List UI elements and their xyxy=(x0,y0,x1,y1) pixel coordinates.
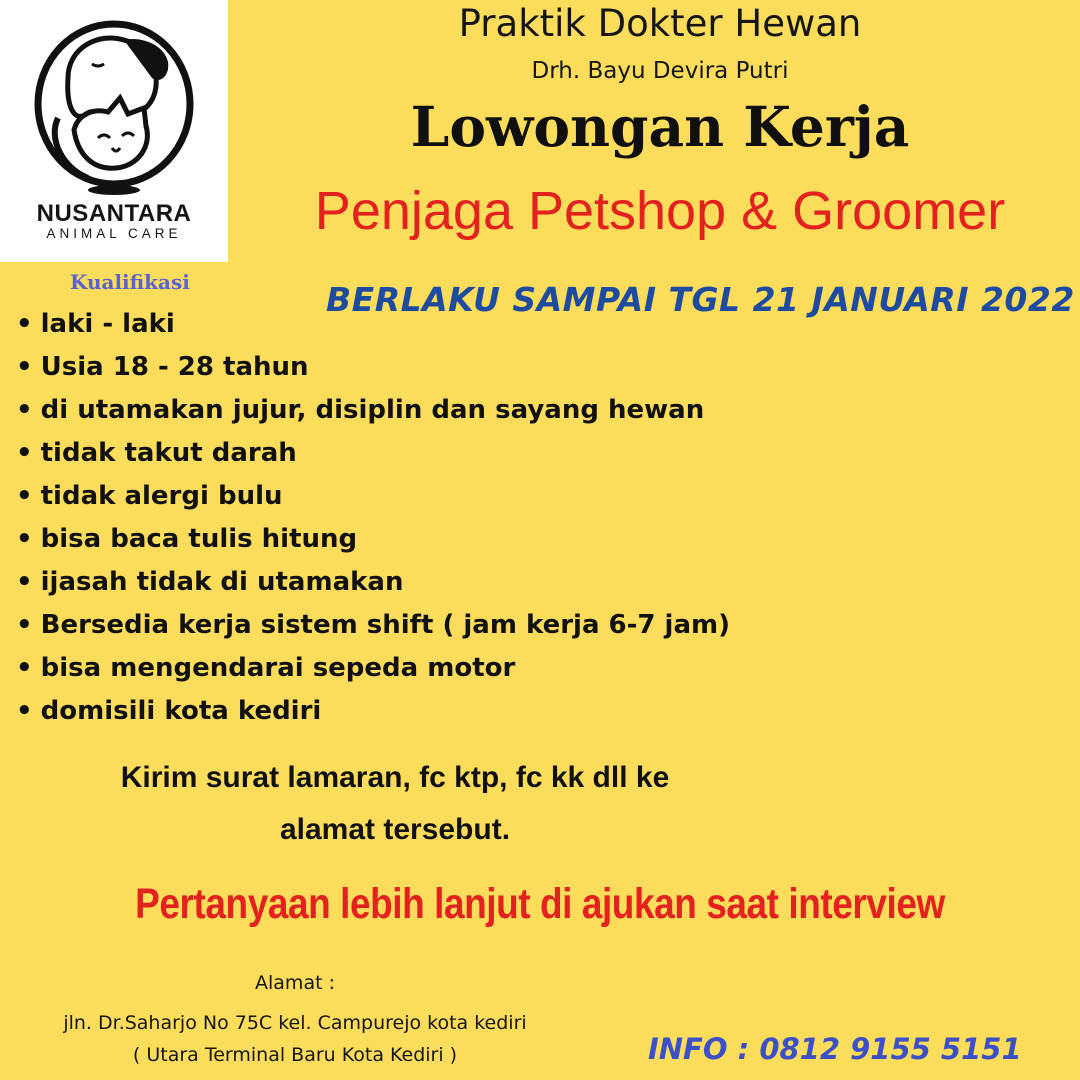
dog-and-cat-icon xyxy=(28,18,200,198)
address-line-2: ( Utara Terminal Baru Kota Kediri ) xyxy=(132,1044,458,1066)
clinic-title: Praktik Dokter Hewan xyxy=(458,2,862,45)
interview-note: Pertanyaan lebih lanjut di ajukan saat interview xyxy=(135,880,945,928)
deadline-banner: BERLAKU SAMPAI TGL 21 JANUARI 2022 xyxy=(326,280,1075,319)
logo xyxy=(0,0,228,262)
address-line-1: jln. Dr.Saharjo No 75C kel. Campurejo kota kediri xyxy=(63,1012,527,1034)
address-label: Alamat : xyxy=(255,972,335,994)
page-title: Lowongan Kerja xyxy=(410,94,910,159)
list-item: • di utamakan jujur, disiplin dan sayang hewan xyxy=(16,389,730,432)
instructions-line-2: alamat tersebut. xyxy=(279,813,511,846)
list-item: • domisili kota kediri xyxy=(16,690,730,733)
list-item: • tidak alergi bulu xyxy=(16,475,730,518)
contact-info: INFO : 0812 9155 5151 xyxy=(648,1032,1022,1066)
list-item: • Bersedia kerja sistem shift ( jam kerja 6-7 jam) xyxy=(16,604,730,647)
list-item: • laki - laki xyxy=(16,303,730,346)
instructions-line-1: Kirim surat lamaran, fc ktp, fc kk dll ke xyxy=(120,761,670,794)
brand-tagline: ANIMAL CARE xyxy=(46,226,182,241)
list-item: • Usia 18 - 28 tahun xyxy=(16,346,730,389)
qualifications-heading: Kualifikasi xyxy=(70,270,190,294)
application-instructions xyxy=(0,752,790,856)
list-item: • tidak takut darah xyxy=(16,432,730,475)
job-position: Penjaga Petshop & Groomer xyxy=(314,181,1006,241)
list-item: • bisa mengendarai sepeda motor xyxy=(16,647,730,690)
brand-name: NUSANTARA xyxy=(36,200,192,227)
qualifications-list xyxy=(16,303,730,733)
doctor-name: Drh. Bayu Devira Putri xyxy=(531,58,789,84)
list-item: • ijasah tidak di utamakan xyxy=(16,561,730,604)
list-item: • bisa baca tulis hitung xyxy=(16,518,730,561)
